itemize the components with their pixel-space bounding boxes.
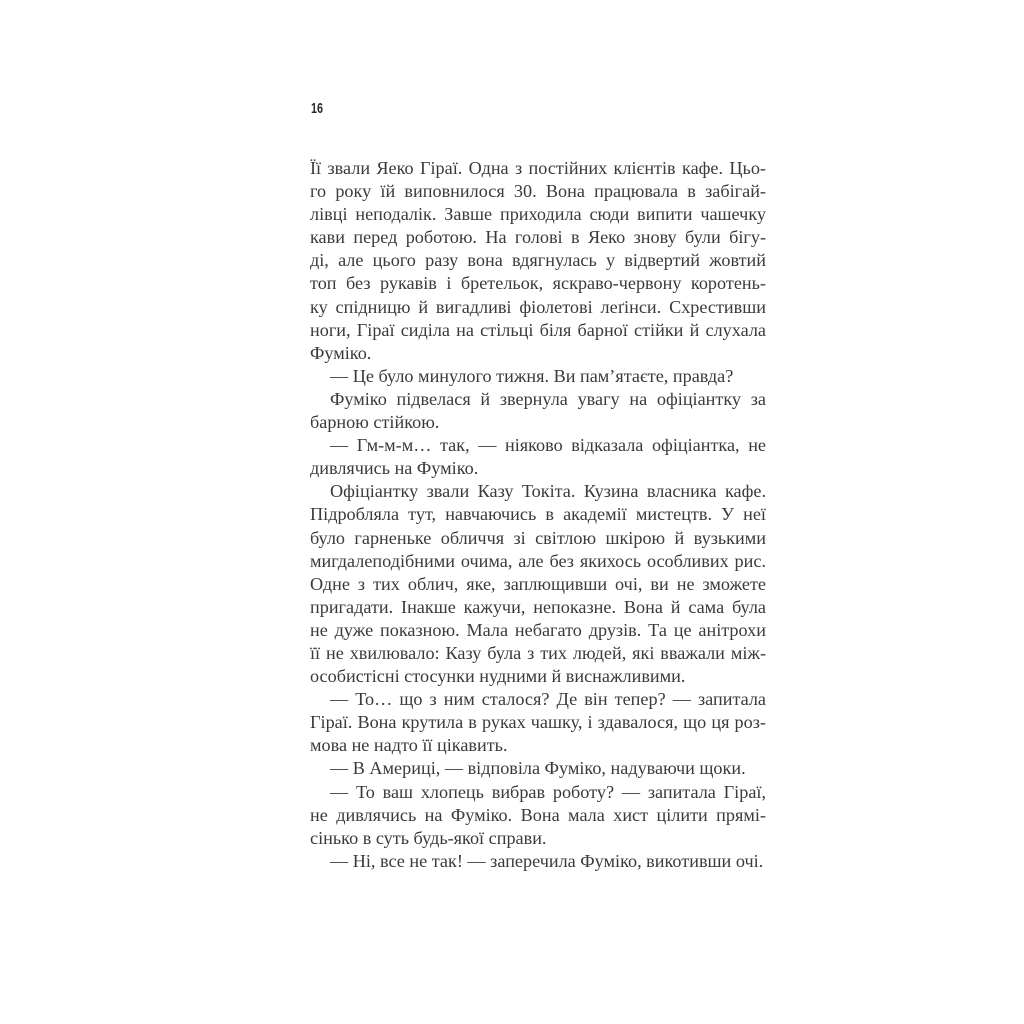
page-number: 16 — [311, 100, 324, 117]
text-line: барною стійкою. — [310, 412, 440, 433]
paragraph — [310, 388, 766, 434]
text-line: ді, але цього разу вона вдягнулась у відвертий жовтий — [310, 250, 766, 271]
text-line: ку спідницю й вигадливі фіолетові леґінси. Схрестивши — [310, 296, 766, 317]
text-line: пригадати. Інакше кажучи, непоказне. Вона й сама була — [310, 596, 766, 617]
paragraph — [310, 434, 766, 480]
paragraph — [310, 480, 766, 688]
text-line: — Ні, все не так! — заперечила Фуміко, викотивши очі. — [330, 850, 764, 871]
text-line: — В Америці, — відповіла Фуміко, надуваючи щоки. — [330, 758, 746, 779]
text-line: — То… що з ним сталося? Де він тепер? — запитала — [330, 689, 766, 710]
text-line: не дивлячись на Фуміко. Вона мала хист цілити прямі- — [310, 804, 766, 825]
text-line: ноги, Гіраї сиділа на стільці біля барної стійки й слухала — [310, 319, 766, 340]
text-line: Фуміко підвелася й звернула увагу на офіціантку за — [330, 388, 766, 409]
text-line: її не хвилювало: Казу була з тих людей, які вважали між- — [310, 642, 766, 663]
text-line: Фуміко. — [310, 342, 372, 363]
text-line: — То ваш хлопець вибрав роботу? — запитала Гіраї, — [330, 781, 766, 802]
text-line: особистісні стосунки нудними й виснажливими. — [310, 666, 686, 687]
paragraph — [310, 688, 766, 757]
text-line: Офіціантку звали Казу Токіта. Кузина власника кафе. — [330, 481, 766, 502]
text-line: — Гм-м-м… так, — ніяково відказала офіціантка, не — [330, 435, 766, 456]
body-text — [310, 157, 766, 873]
paragraph — [310, 781, 766, 850]
text-line: кави перед роботою. На голові в Яеко знову були бігу- — [310, 227, 766, 248]
text-line: Гіраї. Вона крутила в руках чашку, і здавалося, що ця роз- — [310, 712, 766, 733]
text-line: Одне з тих облич, яке, заплющивши очі, ви не зможете — [310, 573, 766, 594]
text-line: сінько в суть будь-якої справи. — [310, 827, 547, 848]
paragraph — [310, 850, 766, 873]
text-line: дивлячись на Фуміко. — [310, 458, 479, 479]
text-line: мигдалеподібними очима, але без якихось особливих рис. — [310, 550, 766, 571]
text-line: було гарненьке обличчя зі світлою шкірою й вузькими — [310, 527, 766, 548]
text-line: Її звали Яеко Гіраї. Одна з постійних клієнтів кафе. Цьо- — [310, 158, 766, 178]
text-line: — Це було минулого тижня. Ви пам’ятаєте, правда? — [330, 365, 734, 386]
paragraph — [310, 157, 766, 365]
text-line: топ без рукавів і бретельок, яскраво-червону коротень- — [310, 273, 766, 294]
text-line: Підробляла тут, навчаючись в академії мистецтв. У неї — [310, 504, 766, 525]
text-line: лівці неподалік. Завше приходила сюди випити чашечку — [310, 204, 766, 225]
text-line: не дуже показною. Мала небагато друзів. Та це анітрохи — [310, 619, 766, 640]
paragraph — [310, 365, 766, 388]
paragraph — [310, 757, 766, 780]
text-line: го року їй виповнилося 30. Вона працювала в забігай- — [310, 181, 766, 202]
text-line: мова не надто її цікавить. — [310, 735, 508, 756]
